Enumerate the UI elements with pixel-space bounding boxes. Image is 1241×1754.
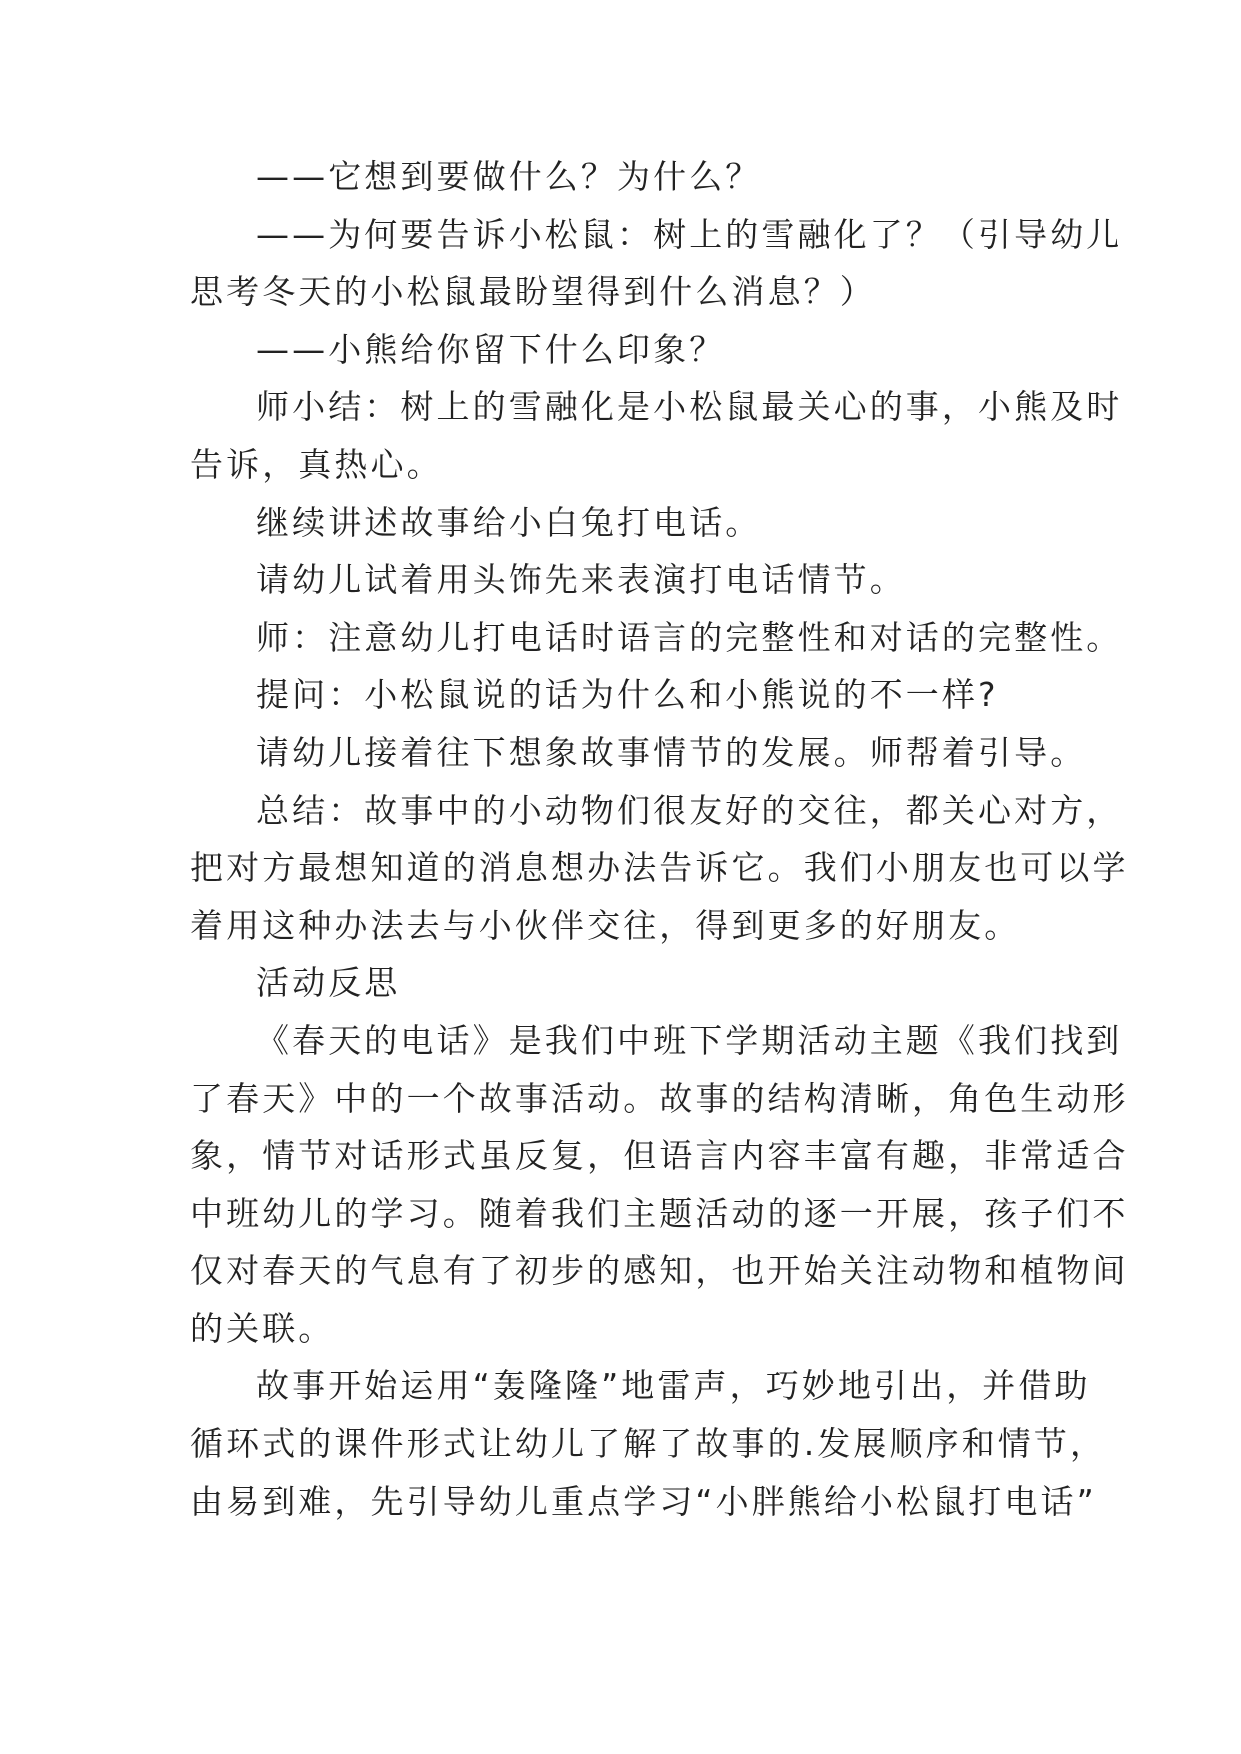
text-line: 仅对春天的气息有了初步的感知，也开始关注动物和植物间 [190, 1251, 1129, 1291]
text-line: 的关联。 [190, 1308, 335, 1348]
text-line: 告诉，真热心。 [190, 444, 443, 484]
text-line: 师小结：树上的雪融化是小松鼠最关心的事，小熊及时 [256, 387, 1123, 427]
text-line: ——它想到要做什么？为什么？ [256, 157, 762, 196]
text-line: 请幼儿接着往下想象故事情节的发展。师帮着引导。 [256, 732, 1087, 772]
text-line: 由易到难，先引导幼儿重点学习“小胖熊给小松鼠打电话” [190, 1481, 1097, 1521]
text-line: 象，情节对话形式虽反复，但语言内容丰富有趣，非常适合 [190, 1136, 1129, 1176]
text-line: 思考冬天的小松鼠最盼望得到什么消息？） [190, 272, 876, 312]
text-line: 《春天的电话》是我们中班下学期活动主题《我们找到 [256, 1020, 1123, 1060]
text-line: ——小熊给你留下什么印象？ [256, 329, 726, 369]
text-line: 了春天》中的一个故事活动。故事的结构清晰，角色生动形 [190, 1078, 1129, 1118]
text-line: 总结：故事中的小动物们很友好的交往，都关心对方， [256, 790, 1123, 830]
text-line: 中班幼儿的学习。随着我们主题活动的逐一开展，孩子们不 [190, 1193, 1129, 1233]
text-line: 师：注意幼儿打电话时语言的完整性和对话的完整性。 [256, 617, 1123, 657]
text-line: ——为何要告诉小松鼠：树上的雪融化了？（引导幼儿 [256, 214, 1123, 254]
text-line: 把对方最想知道的消息想办法告诉它。我们小朋友也可以学 [190, 848, 1129, 888]
text-line: 循环式的课件形式让幼儿了解了故事的.发展顺序和情节， [190, 1424, 1107, 1464]
text-line: 请幼儿试着用头饰先来表演打电话情节。 [256, 560, 906, 600]
text-line: 提问：小松鼠说的话为什么和小熊说的不一样? [256, 675, 999, 715]
text-line: 继续讲述故事给小白兔打电话。 [256, 502, 762, 542]
section-heading: 活动反思 [256, 963, 401, 1003]
document-body [190, 148, 1129, 1530]
text-line: 故事开始运用“轰隆隆”地雷声，巧妙地引出，并借助 [256, 1366, 1091, 1406]
text-line: 着用这种办法去与小伙伴交往，得到更多的好朋友。 [190, 905, 1021, 945]
